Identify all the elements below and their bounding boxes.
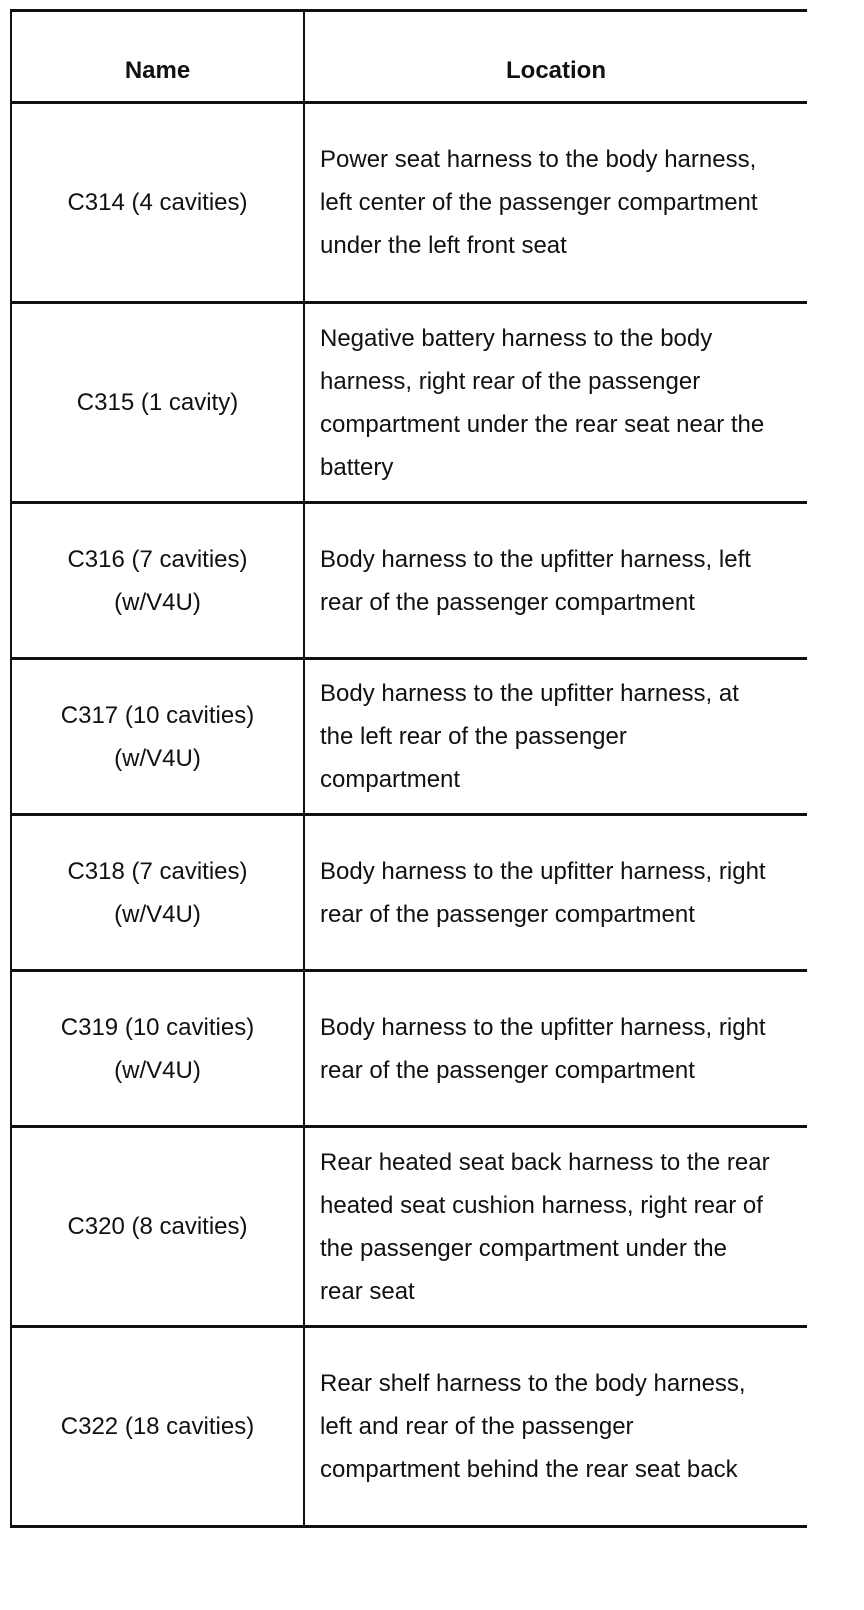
connector-name: C322 (18 cavities) bbox=[60, 1413, 255, 1440]
connector-name-cell bbox=[11, 971, 304, 1127]
table-row bbox=[11, 103, 807, 303]
connector-name-cell bbox=[11, 503, 304, 659]
table-body bbox=[11, 103, 807, 1527]
table-row bbox=[11, 659, 807, 815]
header-row bbox=[11, 11, 807, 103]
connector-name: C314 (4 cavities) bbox=[67, 189, 248, 216]
connector-location-cell: Negative battery harness to the body harness, right rear of the passenger compartment under the rear seat near the battery bbox=[304, 303, 807, 503]
connector-location-cell: Body harness to the upfitter harness, left rear of the passenger compartment bbox=[304, 503, 807, 659]
column-header-name: Name bbox=[11, 11, 304, 103]
connector-name: C320 (8 cavities) bbox=[67, 1213, 248, 1240]
connector-option-code: (w/V4U) bbox=[114, 588, 201, 616]
connector-name: C318 (7 cavities) bbox=[67, 857, 248, 885]
connector-location-cell: Body harness to the upfitter harness, right rear of the passenger compartment bbox=[304, 815, 807, 971]
connector-name-cell bbox=[11, 1327, 304, 1527]
connector-name: C319 (10 cavities) bbox=[60, 1013, 255, 1041]
table-row bbox=[11, 503, 807, 659]
connector-location-cell: Body harness to the upfitter harness, at the left rear of the passenger compartment bbox=[304, 659, 807, 815]
connector-name: C315 (1 cavity) bbox=[76, 389, 239, 416]
column-header-location: Location bbox=[304, 11, 807, 103]
connector-name-cell bbox=[11, 103, 304, 303]
connector-name: C316 (7 cavities) bbox=[67, 545, 248, 573]
connector-option-code: (w/V4U) bbox=[114, 900, 201, 928]
connector-location-cell: Power seat harness to the body harness, left center of the passenger compartment under the left front seat bbox=[304, 103, 807, 303]
connector-location-table bbox=[10, 9, 807, 1528]
connector-name-cell bbox=[11, 303, 304, 503]
table-header bbox=[11, 11, 807, 103]
connector-option-code: (w/V4U) bbox=[114, 1056, 201, 1084]
connector-name: C317 (10 cavities) bbox=[60, 701, 255, 729]
connector-name-cell bbox=[11, 659, 304, 815]
table-row bbox=[11, 1327, 807, 1527]
connector-location-cell: Body harness to the upfitter harness, right rear of the passenger compartment bbox=[304, 971, 807, 1127]
table-row bbox=[11, 815, 807, 971]
table-row bbox=[11, 971, 807, 1127]
connector-option-code: (w/V4U) bbox=[114, 744, 201, 772]
table-row bbox=[11, 303, 807, 503]
connector-name-cell bbox=[11, 815, 304, 971]
connector-location-cell: Rear shelf harness to the body harness, left and rear of the passenger compartment behind the rear seat back bbox=[304, 1327, 807, 1527]
connector-location-cell: Rear heated seat back harness to the rear heated seat cushion harness, right rear of the passenger compartment under the rear seat bbox=[304, 1127, 807, 1327]
connector-name-cell bbox=[11, 1127, 304, 1327]
table-row bbox=[11, 1127, 807, 1327]
